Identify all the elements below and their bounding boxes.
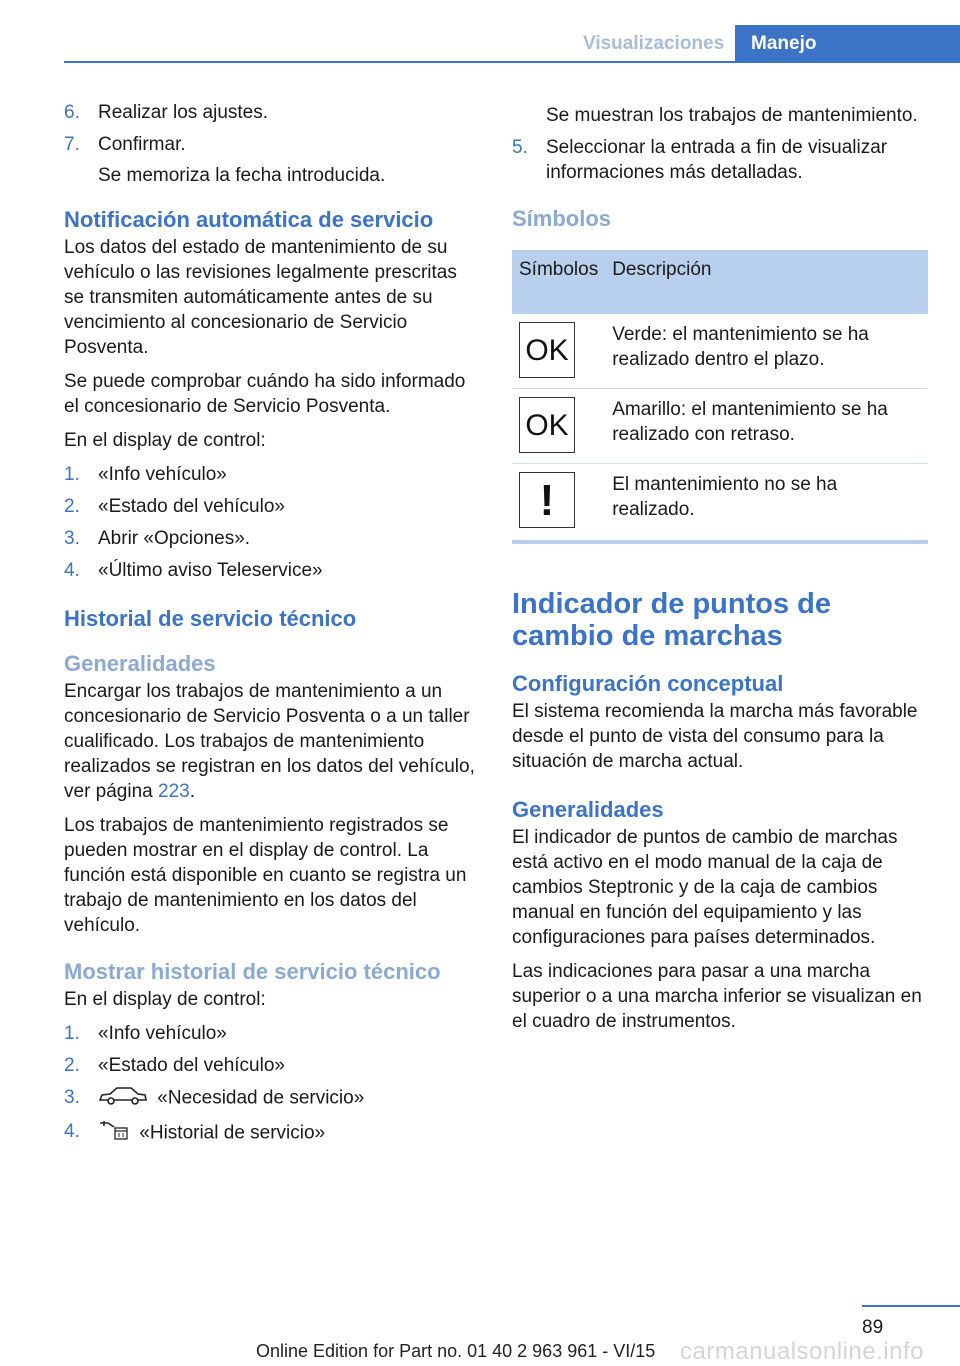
step-text: «Historial de servicio»	[139, 1122, 326, 1144]
heading-generalidades: Generalidades	[64, 651, 216, 676]
step-number: 2.	[64, 1055, 80, 1076]
step-text: Confirmar.	[98, 134, 186, 155]
table-row	[512, 389, 928, 464]
step-number: 3.	[64, 528, 80, 549]
list-item	[64, 1053, 477, 1078]
step-text: «Estado del vehículo»	[98, 496, 285, 517]
header-tabs	[563, 25, 960, 62]
watermark: carmanualsonline.info	[680, 1338, 924, 1365]
paragraph-text: .	[189, 781, 195, 802]
description-cell: El mantenimiento no se ha realizado.	[605, 464, 928, 543]
steps-top	[64, 100, 477, 188]
step-text: Seleccionar la entrada a fin de visualizar informaciones más detalladas.	[546, 137, 888, 183]
steps-show	[64, 1021, 477, 1148]
table-row	[512, 314, 928, 389]
symbol-cell	[512, 389, 605, 464]
paragraph: Los datos del estado de mantenimiento de su vehículo o las revisiones legalmente prescritas se transmiten automáticamente antes de su vencimiento al concesionario de Servicio Posventa.	[64, 237, 457, 358]
list-item	[64, 462, 477, 487]
description-cell: Amarillo: el mantenimiento se ha realizado con retraso.	[605, 389, 928, 464]
column-header-symbol: Símbolos	[512, 250, 605, 314]
step-number: 4.	[64, 1121, 80, 1142]
steps-right	[512, 135, 928, 185]
heading-indicador: Indicador de puntos de cambio de marchas	[512, 588, 832, 652]
step-number: 3.	[64, 1087, 80, 1108]
list-item	[64, 100, 477, 125]
list-item	[64, 1119, 477, 1148]
steps-notif	[64, 462, 477, 583]
service-history-icon	[98, 1119, 130, 1148]
heading-mostrar: Mostrar historial de servicio técnico	[64, 959, 441, 984]
list-item	[512, 135, 928, 185]
paragraph	[64, 679, 477, 804]
step-text: «Necesidad de servicio»	[157, 1087, 365, 1109]
step-text: «Info vehículo»	[98, 464, 227, 485]
left-column	[64, 100, 477, 1157]
continued-text: Se muestran los trabajos de mantenimiento.	[546, 105, 918, 126]
tab-manejo[interactable]: Manejo	[735, 25, 960, 62]
ok-yellow-icon: OK	[519, 397, 575, 453]
right-column	[512, 103, 928, 1043]
edition-text: Online Edition for Part no. 01 40 2 963 961 - VI/15	[256, 1341, 656, 1361]
step-text: Abrir «Opciones».	[98, 528, 251, 549]
heading-simbolos: Símbolos	[512, 206, 612, 231]
symbol-cell	[512, 464, 605, 543]
table-header-row	[512, 250, 928, 314]
step-text: «Último aviso Teleservice»	[98, 560, 323, 581]
description-cell: Verde: el mantenimiento se ha realizado dentro el plazo.	[605, 314, 928, 389]
heading-historial: Historial de servicio técnico	[64, 606, 357, 631]
exclamation-icon: !	[519, 472, 575, 528]
paragraph: Se puede comprobar cuándo ha sido informado el concesionario de Servicio Posventa.	[64, 371, 466, 417]
header-rule	[64, 61, 960, 63]
list-item	[64, 558, 477, 583]
list-item	[64, 1021, 477, 1046]
step-number: 7.	[64, 134, 80, 155]
paragraph: En el display de control:	[64, 430, 266, 451]
step-text: «Info vehículo»	[98, 1023, 227, 1044]
car-service-icon	[98, 1085, 148, 1112]
step-text: «Estado del vehículo»	[98, 1055, 285, 1076]
paragraph: Los trabajos de mantenimiento registrados se pueden mostrar en el display de control. La función está disponible en cuanto se registra un trabajo de mantenimiento en los datos del vehículo.	[64, 815, 467, 936]
paragraph-text: Encargar los trabajos de mantenimiento a un concesionario de Servicio Posventa o a un taller cualificado. Los trabajos de mantenimiento realizados se registran en los datos del vehículo, ver página	[64, 681, 475, 802]
paragraph: Las indicaciones para pasar a una marcha superior o a una marcha inferior se visualizan en el cuadro de instrumentos.	[512, 961, 922, 1032]
step-number: 1.	[64, 464, 80, 485]
step-result: Se memoriza la fecha introducida.	[98, 165, 386, 186]
step-number: 5.	[512, 137, 528, 158]
list-item	[64, 1085, 477, 1112]
list-item	[64, 526, 477, 551]
step-number: 2.	[64, 496, 80, 517]
paragraph: El sistema recomienda la marcha más favorable desde el punto de vista del consumo para la situación de marcha actual.	[512, 701, 918, 772]
list-item	[64, 494, 477, 519]
symbols-table	[512, 250, 928, 544]
symbol-cell	[512, 314, 605, 389]
paragraph: El indicador de puntos de cambio de marchas está activo en el modo manual de la caja de cambios Steptronic y de la caja de cambios manual en función del equipamiento y las configuraciones para países determinados.	[512, 827, 898, 948]
list-item	[64, 132, 477, 188]
page-link[interactable]: 223	[158, 781, 190, 802]
paragraph: En el display de control:	[64, 989, 266, 1010]
column-header-description: Descripción	[605, 250, 928, 314]
ok-green-icon: OK	[519, 322, 575, 378]
page-number: 89	[862, 1317, 884, 1338]
heading-notificacion: Notificación automática de servicio	[64, 207, 434, 232]
step-number: 4.	[64, 560, 80, 581]
heading-configuracion: Configuración conceptual	[512, 671, 784, 696]
step-number: 6.	[64, 102, 80, 123]
tab-visualizaciones[interactable]: Visualizaciones	[583, 33, 725, 54]
step-text: Realizar los ajustes.	[98, 102, 269, 123]
table-row	[512, 464, 928, 543]
heading-generalidades-2: Generalidades	[512, 797, 664, 822]
step-number: 1.	[64, 1023, 80, 1044]
footer-rule	[862, 1305, 960, 1307]
